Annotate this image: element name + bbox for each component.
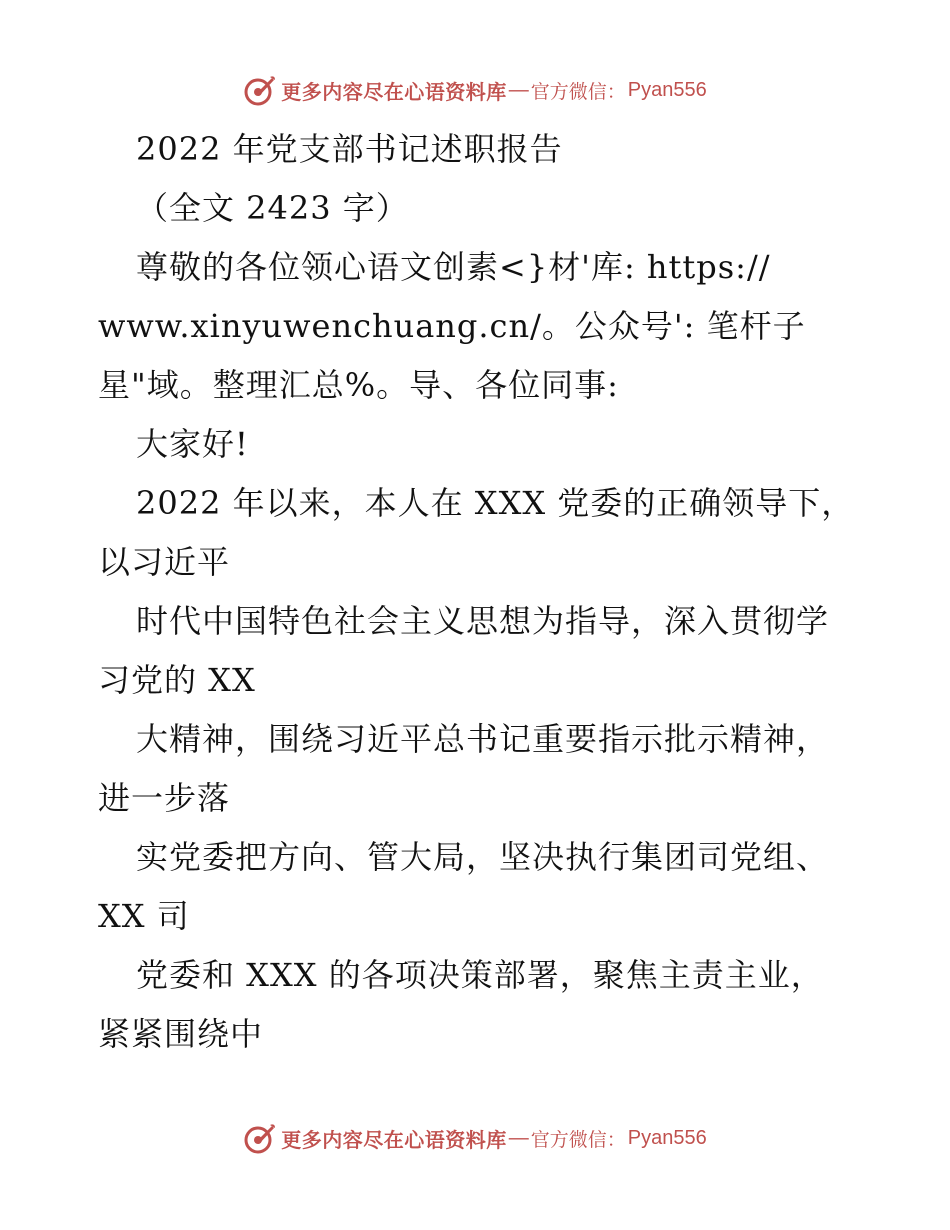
text-line: 党委和 XXX 的各项决策部署，聚焦主责主业， — [136, 956, 824, 994]
watermark-dash: — — [508, 1126, 529, 1149]
header-watermark — [0, 70, 950, 110]
text-line: 星"域。整理汇总%。导、各位同事: — [98, 366, 619, 404]
word-count: （全文 2423 字） — [136, 189, 409, 227]
text-line: 实党委把方向、管大局，坚决执行集团司党组、 — [136, 838, 830, 876]
text-line: 尊敬的各位领心语文创素<}材'库: https:// — [136, 248, 771, 286]
greeting: 大家好! — [136, 425, 249, 463]
watermark-title: 更多内容尽在心语资料库 — [281, 1127, 507, 1152]
document-body — [98, 120, 878, 1064]
watermark-wechat-label: 官方微信： — [530, 81, 626, 103]
watermark-title: 更多内容尽在心语资料库 — [281, 79, 507, 104]
watermark-dash: — — [508, 78, 529, 101]
quill-logo-icon — [243, 1121, 277, 1155]
quill-logo-icon — [243, 73, 277, 107]
text-line: XX 司 — [98, 897, 190, 935]
footer-watermark — [0, 1118, 950, 1158]
watermark-wechat-label: 官方微信： — [530, 1129, 626, 1151]
text-line: 进一步落 — [98, 779, 231, 817]
text-line: www.xinyuwenchuang.cn/。公众号': 笔杆子 — [98, 307, 806, 345]
text-line: 大精神，围绕习近平总书记重要指示批示精神， — [136, 720, 830, 758]
text-line: 紧紧围绕中 — [98, 1015, 264, 1053]
document-title: 2022 年党支部书记述职报告 — [136, 130, 563, 168]
text-line: 2022 年以来，本人在 XXX 党委的正确领导下， — [136, 484, 855, 522]
watermark-wechat-id: Pyan556 — [627, 78, 707, 101]
watermark-wechat-id: Pyan556 — [627, 1126, 707, 1149]
text-line: 以习近平 — [98, 543, 231, 581]
text-line: 习党的 XX — [98, 661, 256, 699]
text-line: 时代中国特色社会主义思想为指导，深入贯彻学 — [136, 602, 830, 640]
